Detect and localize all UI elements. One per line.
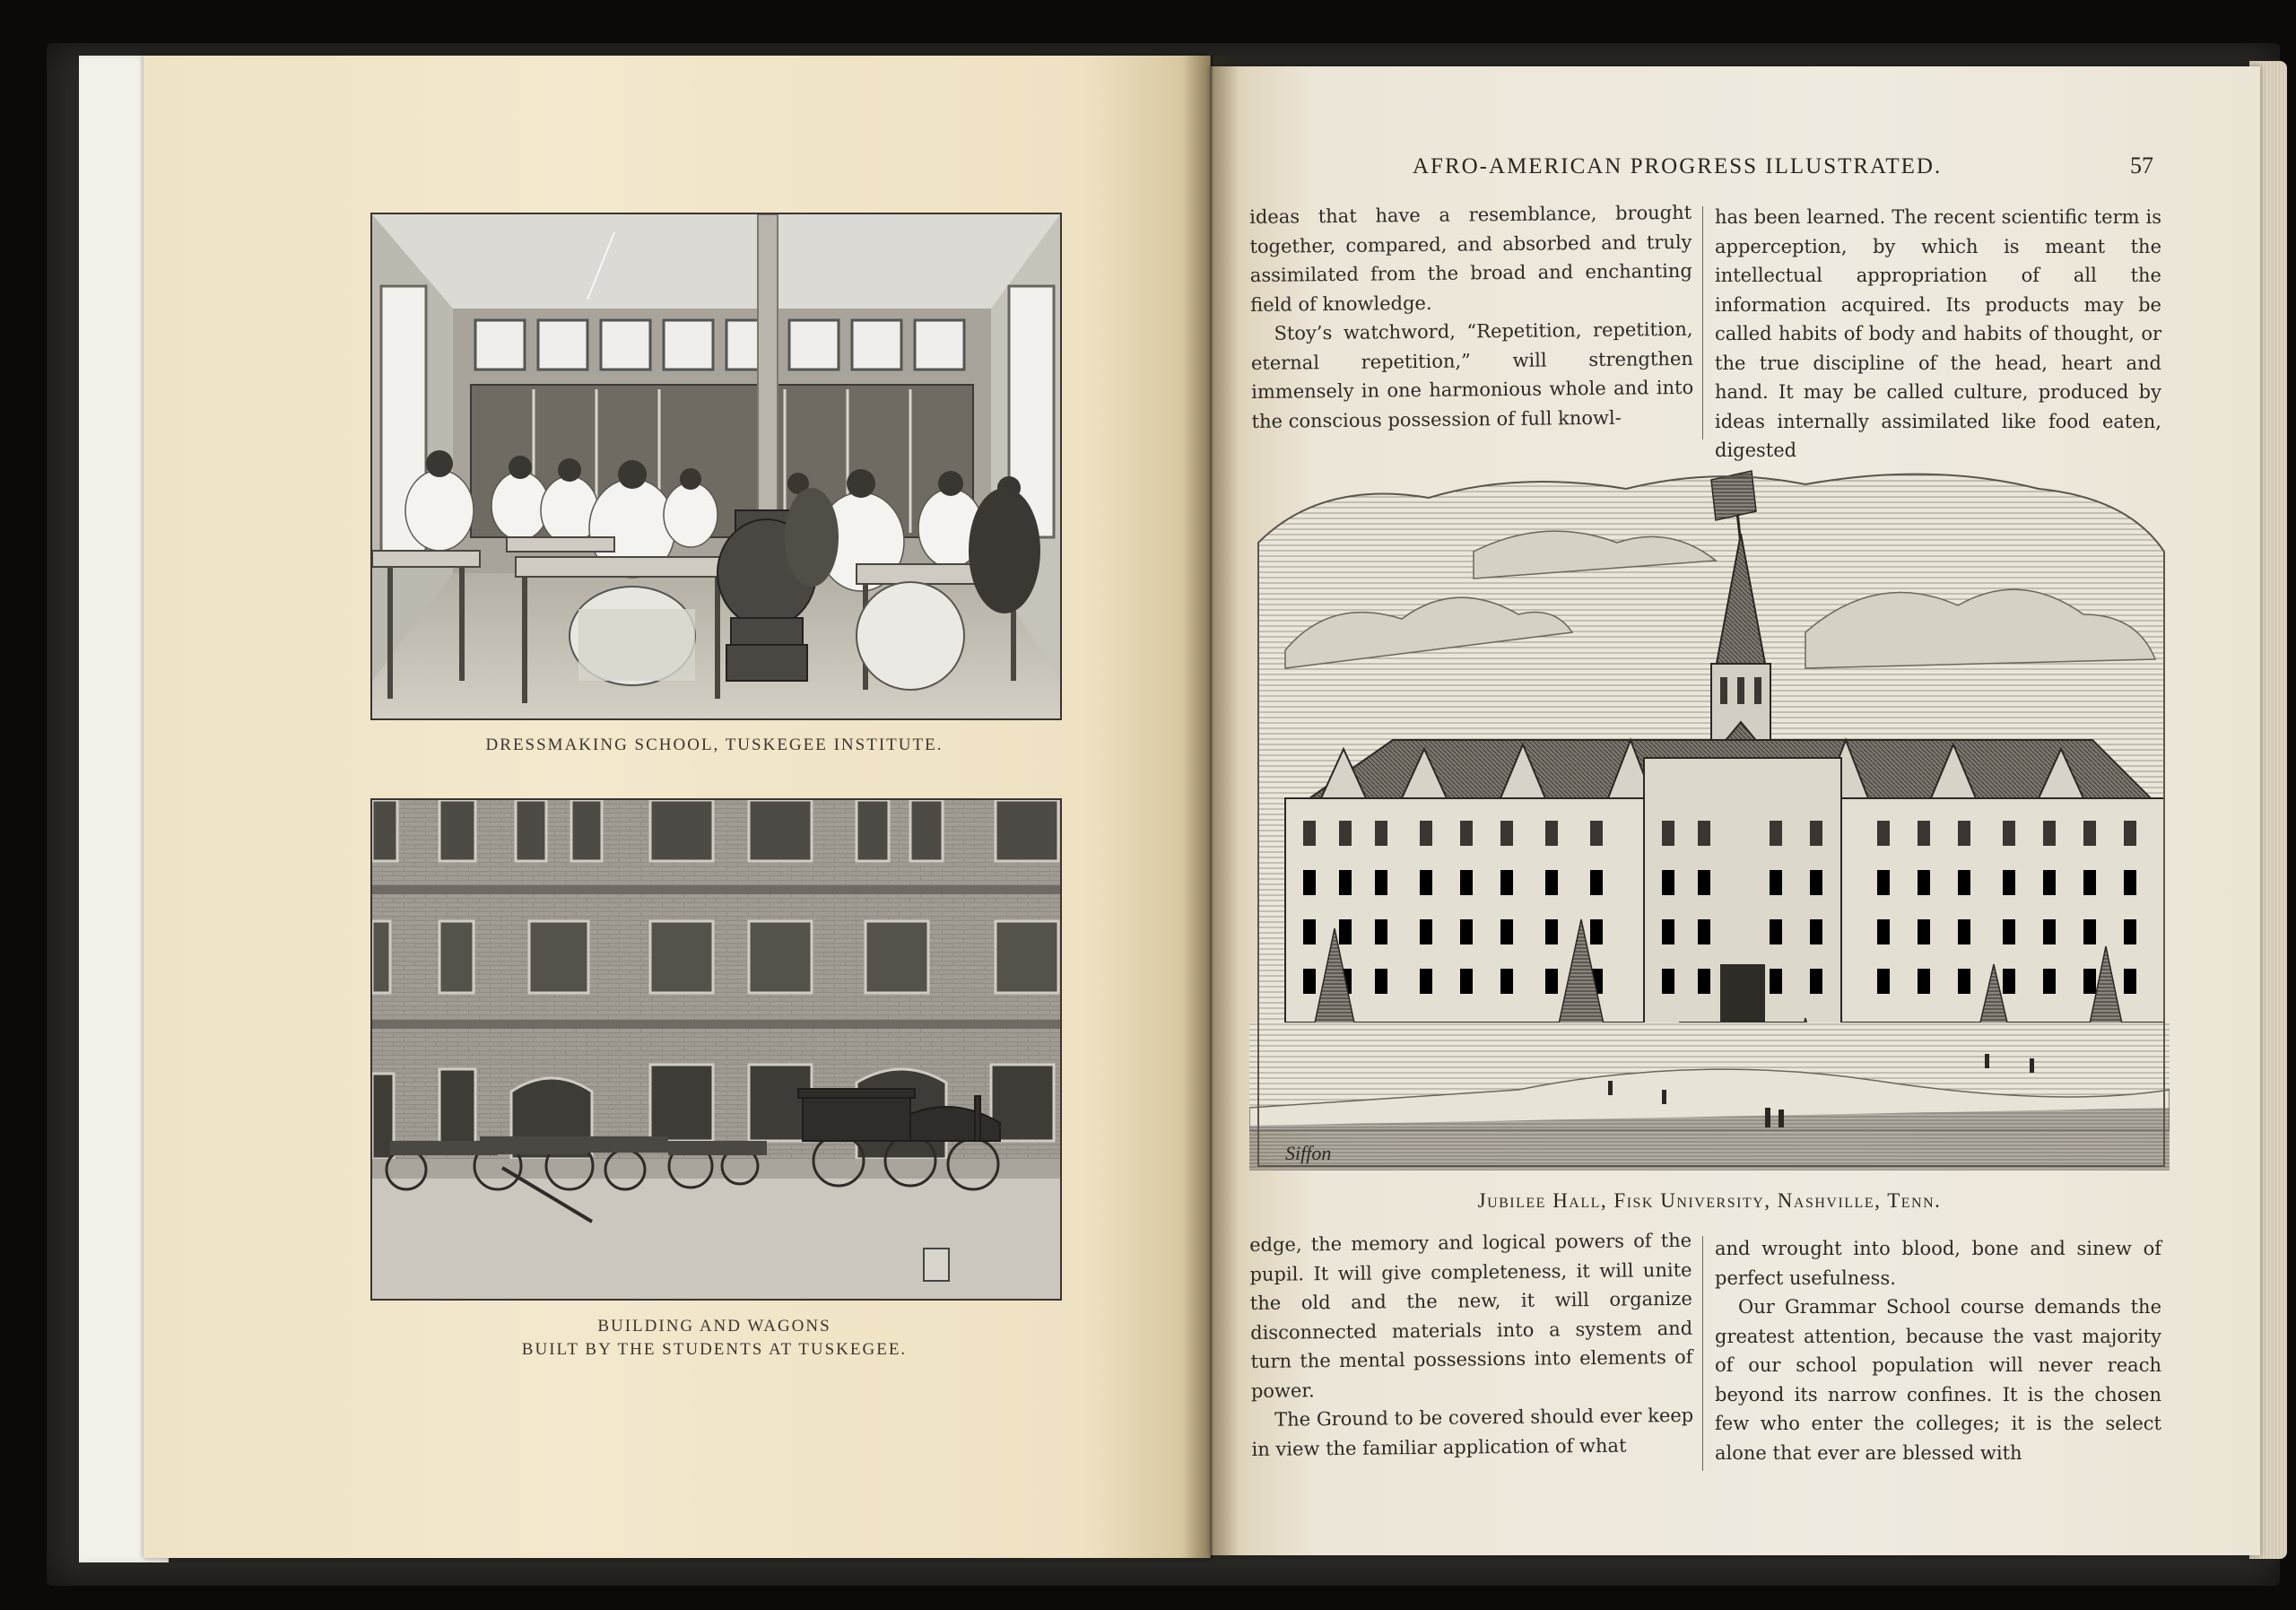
building-wagons-caption-line-1: BUILDING AND WAGONS [597,1317,831,1336]
jubilee-hall-image [1249,462,2170,1171]
paragraph: Our Grammar School course demands the greatest attention, because the vast majority of our school population will never reach beyond its narrow confines. It is the chosen few who enter the colleges; it is the select alone that ever are blessed with [1715,1296,2161,1464]
paragraph: has been learned. The recent scientific term is apperception, by which is meant the intellectual appropriation of all the information acquired. Its products may be called habits of body and habits of thought, or the true discipline of the head, heart and hand. It may be called culture, produced by ideas internally assimilated like food eaten, digested [1715,206,2161,461]
dressmaking-caption: DRESSMAKING SCHOOL, TUSKEGEE INSTITUTE. [485,735,944,754]
paragraph: and wrought into blood, bone and sinew of perfect usefulness. [1715,1238,2161,1289]
building-wagons-caption [370,1315,1058,1362]
column-bottom-right [1715,1234,2161,1467]
dressmaking-school-image [372,214,1060,718]
column-bottom-left [1249,1226,1694,1464]
dressmaking-school-photo [370,213,1062,720]
running-head: AFRO-AMERICAN PROGRESS ILLUSTRATED. [1413,154,1943,178]
building-wagons-image [372,800,1060,1299]
column-top-left [1249,198,1694,436]
page-number: 57 [2130,152,2153,178]
paragraph: edge, the memory and logical powers of the pupil. It will give completeness, it will unite the old and the new, it will organize disconnected materials into a system and turn the mental possessions into elements of power. [1249,1229,1693,1402]
jubilee-hall-caption: Jubilee Hall, Fisk University, Nashville, Tenn. [1477,1189,1942,1212]
building-wagons-caption-line-2: BUILT BY THE STUDENTS AT TUSKEGEE. [521,1340,908,1359]
column-top-right [1715,203,2161,466]
column-rule [1702,1236,1703,1471]
jubilee-hall-engraving [1249,462,2170,1171]
engraver-signature: Siffon [1285,1142,1332,1164]
column-rule [1702,206,1703,439]
paragraph: The Ground to be covered should ever keep in view the familiar application of what [1251,1404,1694,1460]
paragraph: Stoy’s watchword, “Repetition, repetition, eternal repetition,” will strengthen immensely in one harmonious whole and into the conscious possession of full knowl- [1250,318,1694,432]
building-wagons-photo [370,798,1062,1301]
book-gutter [1184,56,1238,1558]
paragraph: ideas that have a resemblance, brought together, compared, and absorbed and truly assimilated from the broad and enchanting field of knowledge. [1249,201,1692,316]
